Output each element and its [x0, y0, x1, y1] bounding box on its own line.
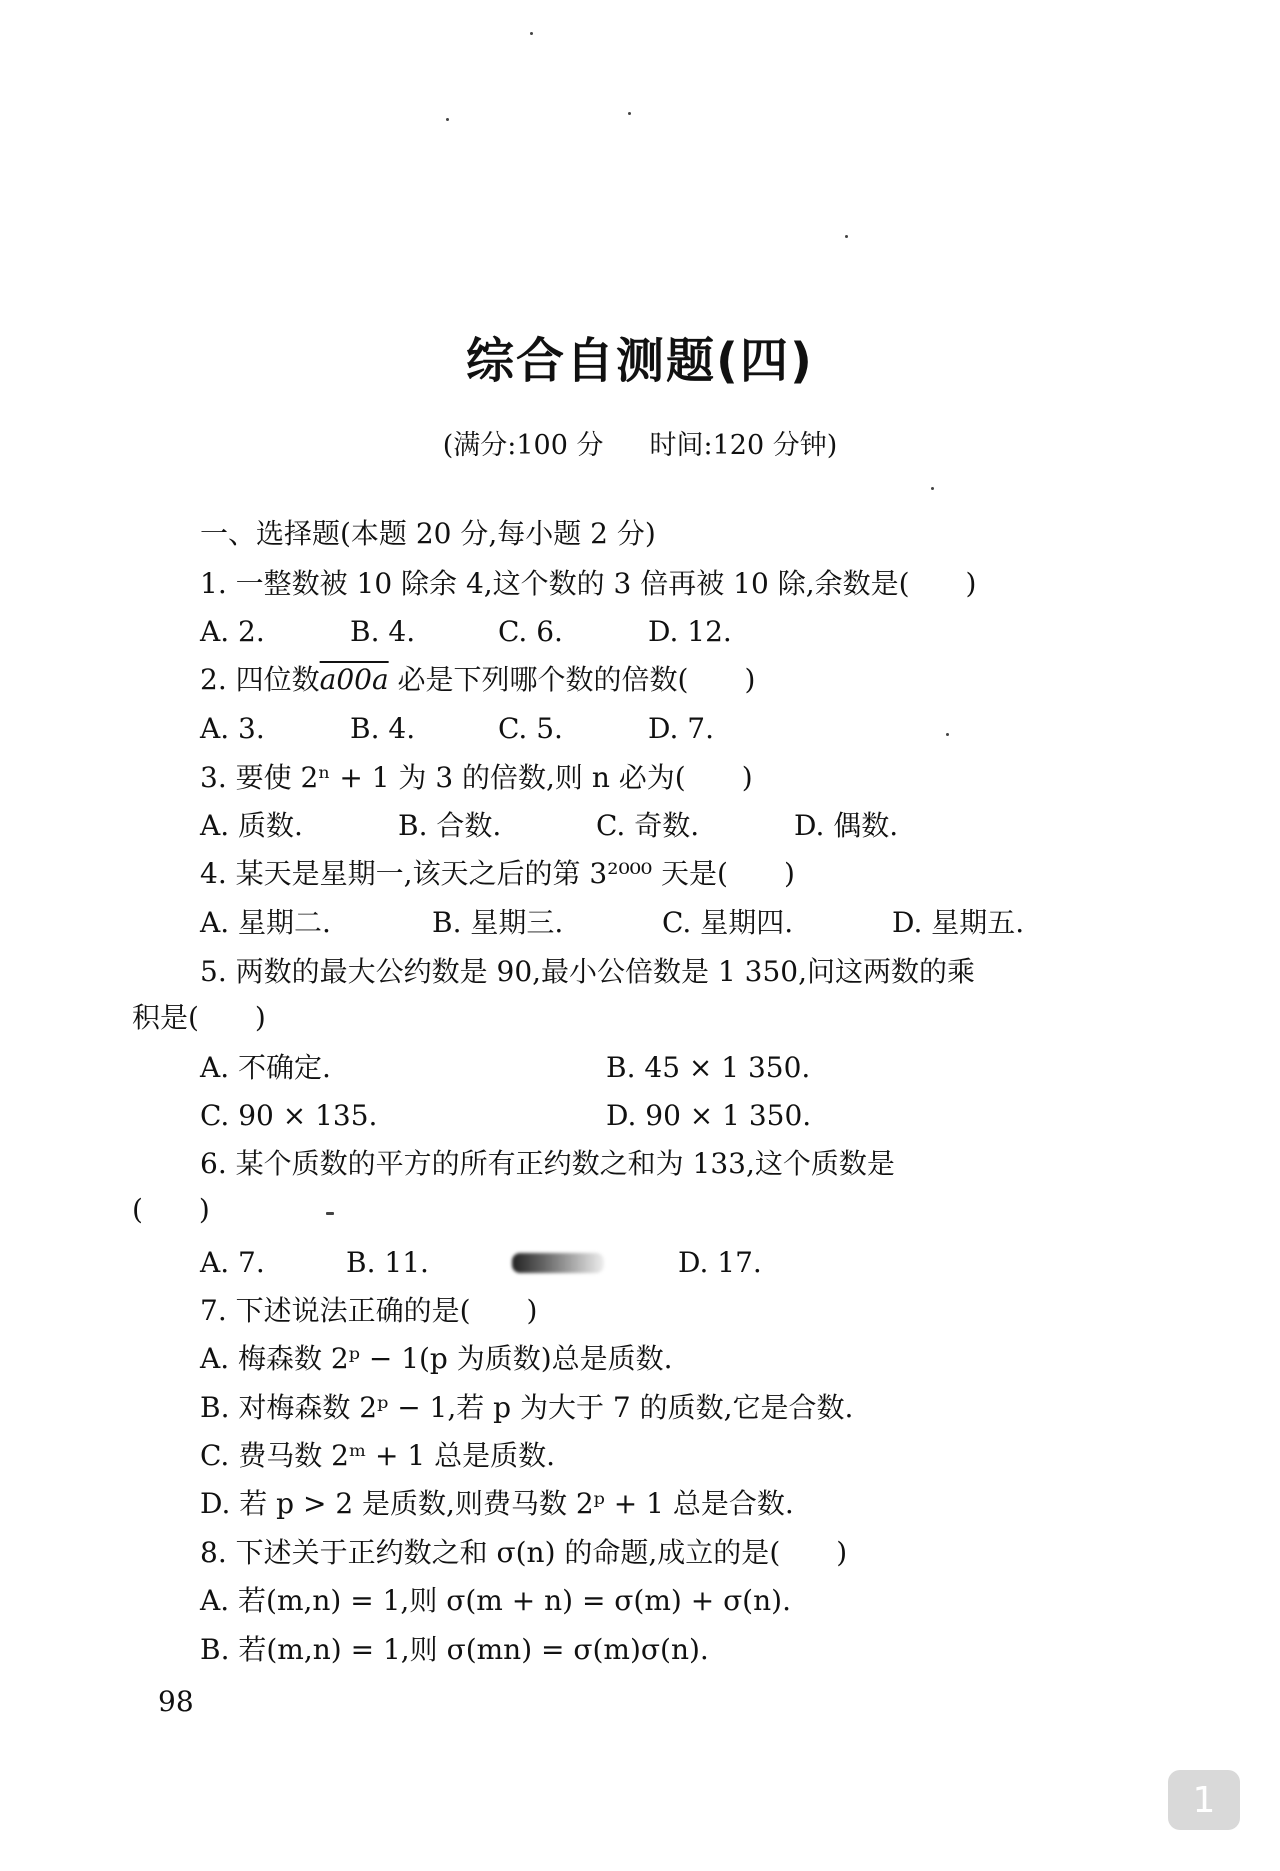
q2-stem-start: 2. 四位数	[200, 663, 320, 696]
question-8: 8. 下述关于正约数之和 σ(n) 的命题,成立的是( )	[200, 1536, 848, 1569]
q2-option-b: B. 4.	[350, 712, 416, 745]
scan-speck	[946, 733, 949, 736]
q2-option-c: C. 5.	[498, 712, 563, 745]
q3-option-b: B. 合数.	[398, 809, 502, 842]
blurred-option-c	[512, 1253, 604, 1273]
page-title: 综合自测题(四)	[466, 333, 814, 389]
scan-speck	[326, 1212, 334, 1215]
question-1: 1. 一整数被 10 除余 4,这个数的 3 倍再被 10 除,余数是( )	[200, 567, 977, 600]
q7-option-b: B. 对梅森数 2ᵖ − 1,若 p 为大于 7 的质数,它是合数.	[200, 1391, 854, 1424]
q2-stem-end: 必是下列哪个数的倍数( )	[388, 663, 756, 696]
scan-speck	[931, 487, 934, 490]
q3-option-c: C. 奇数.	[596, 809, 700, 842]
q7-option-c: C. 费马数 2ᵐ + 1 总是质数.	[200, 1439, 555, 1472]
q1-option-d: D. 12.	[648, 615, 732, 648]
q2-option-d: D. 7.	[648, 712, 714, 745]
question-3: 3. 要使 2ⁿ + 1 为 3 的倍数,则 n 必为( )	[200, 761, 753, 794]
question-7: 7. 下述说法正确的是( )	[200, 1294, 538, 1327]
scan-speck	[628, 112, 631, 115]
question-2	[200, 662, 755, 698]
q8-option-a: A. 若(m,n) = 1,则 σ(m + n) = σ(m) + σ(n).	[200, 1584, 791, 1617]
q3-option-d: D. 偶数.	[794, 809, 899, 842]
q6-option-a: A. 7.	[200, 1246, 265, 1279]
q5-option-a: A. 不确定.	[200, 1051, 331, 1084]
q4-option-c: C. 星期四.	[662, 906, 794, 939]
q2-option-a: A. 3.	[200, 712, 265, 745]
q4-option-d: D. 星期五.	[892, 906, 1025, 939]
q2-number: a00a	[319, 663, 389, 696]
q1-option-b: B. 4.	[350, 615, 416, 648]
question-6: 6. 某个质数的平方的所有正约数之和为 133,这个质数是	[200, 1147, 895, 1180]
q7-option-d: D. 若 p > 2 是质数,则费马数 2ᵖ + 1 总是合数.	[200, 1487, 794, 1520]
q8-option-b: B. 若(m,n) = 1,则 σ(mn) = σ(m)σ(n).	[200, 1633, 709, 1666]
q4-option-a: A. 星期二.	[200, 906, 331, 939]
scan-speck	[845, 235, 848, 238]
page-indicator-badge[interactable]: 1	[1168, 1770, 1240, 1830]
q5-option-c: C. 90 × 135.	[200, 1099, 378, 1132]
q5-option-b: B. 45 × 1 350.	[606, 1051, 811, 1084]
exam-info	[0, 423, 1280, 462]
question-6-continued: ( )	[132, 1193, 210, 1226]
section-heading: 一、选择题(本题 20 分,每小题 2 分)	[200, 517, 656, 550]
scan-speck	[446, 118, 449, 121]
q5-option-d: D. 90 × 1 350.	[606, 1099, 812, 1132]
q7-option-a: A. 梅森数 2ᵖ − 1(p 为质数)总是质数.	[200, 1342, 673, 1375]
q6-option-b: B. 11.	[346, 1246, 429, 1279]
question-5-continued: 积是( )	[132, 1001, 266, 1034]
full-score: (满分:100 分	[442, 430, 604, 461]
question-4: 4. 某天是星期一,该天之后的第 3²⁰⁰⁰ 天是( )	[200, 857, 795, 890]
q1-option-c: C. 6.	[498, 615, 563, 648]
q6-option-d: D. 17.	[678, 1246, 762, 1279]
page-number: 98	[158, 1685, 194, 1718]
q1-option-a: A. 2.	[200, 615, 265, 648]
q4-option-b: B. 星期三.	[432, 906, 564, 939]
question-5: 5. 两数的最大公约数是 90,最小公倍数是 1 350,问这两数的乘	[200, 955, 976, 988]
time-limit: 时间:120 分钟)	[649, 430, 838, 461]
q3-option-a: A. 质数.	[200, 809, 303, 842]
scan-speck	[530, 32, 533, 35]
